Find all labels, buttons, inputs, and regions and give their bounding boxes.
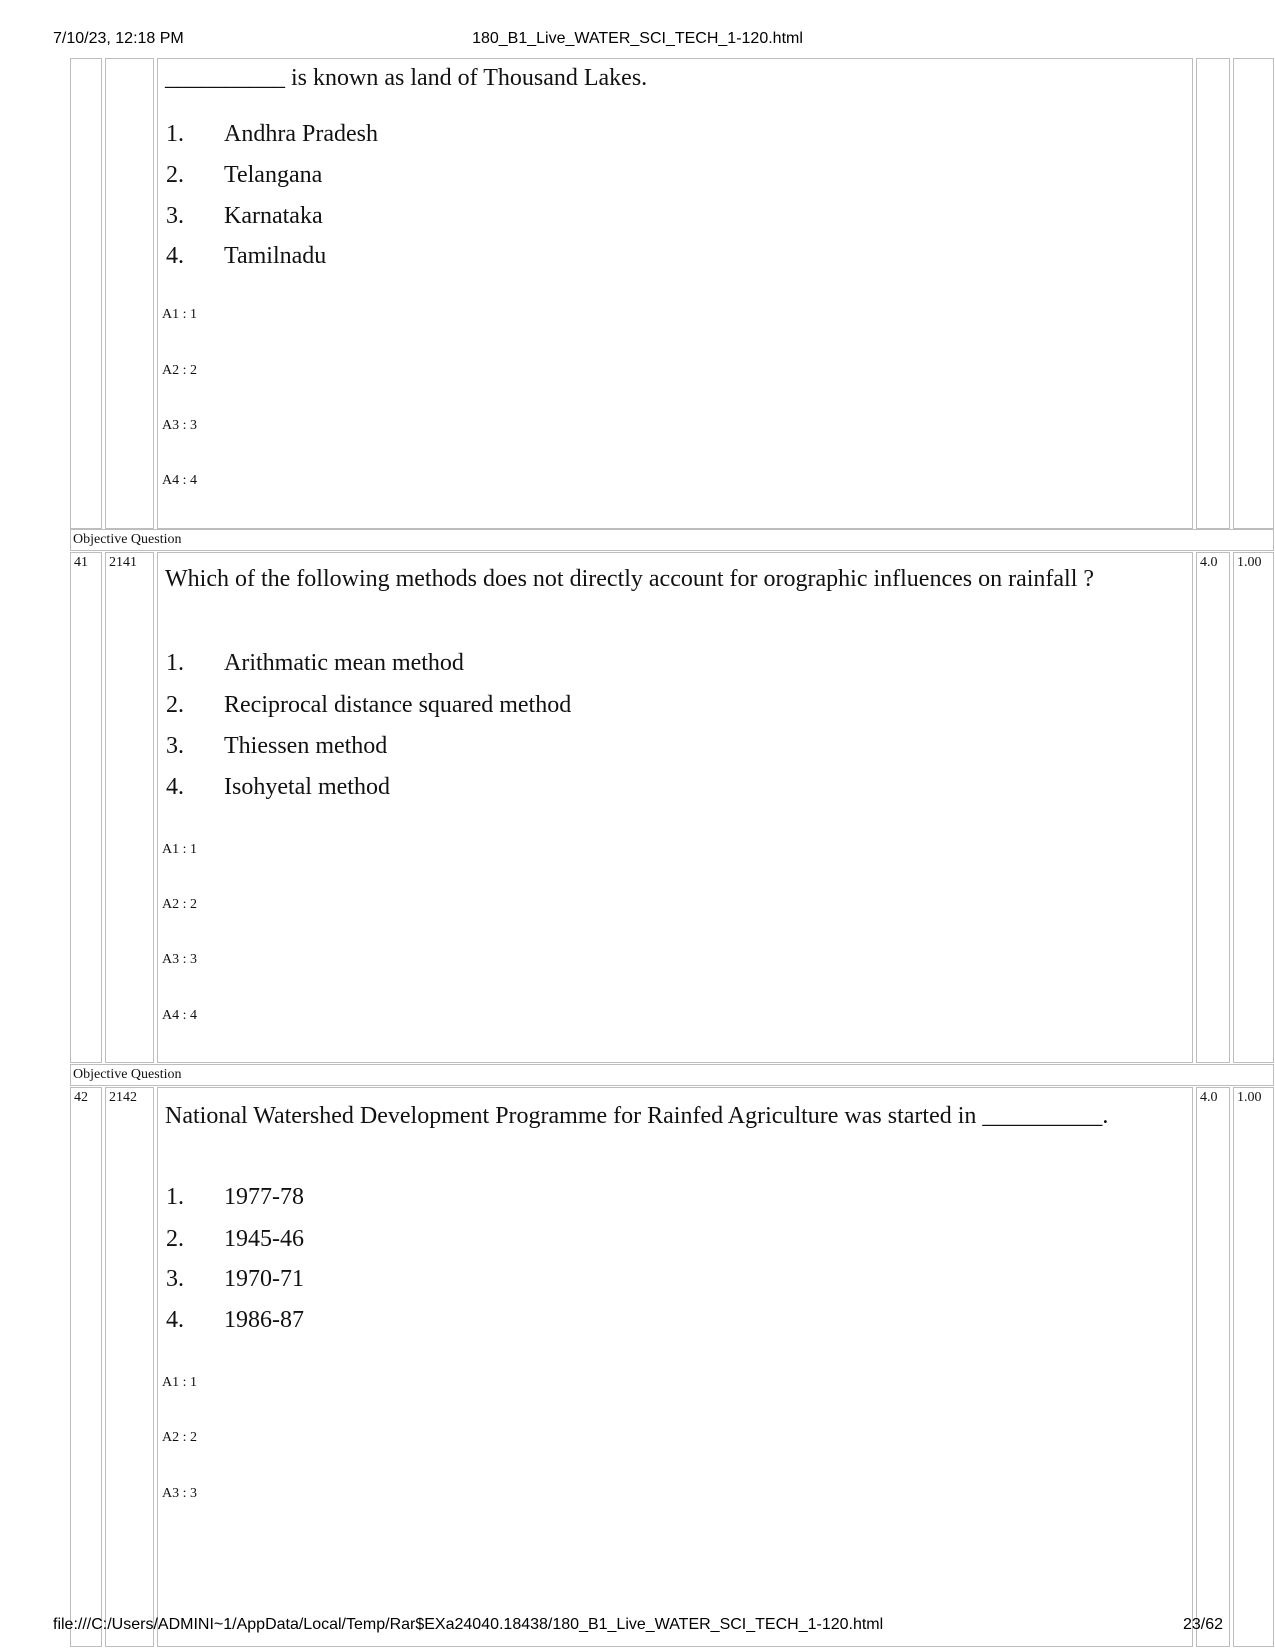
option-text: 1970-71 [224, 1266, 304, 1292]
option-number: 2. [166, 692, 184, 718]
option-text: 1945-46 [224, 1226, 304, 1252]
print-title: 180_B1_Live_WATER_SCI_TECH_1-120.html [472, 30, 803, 47]
option-2 [166, 162, 322, 189]
question-content-cell [157, 1087, 1193, 1647]
answer-3: A3 : 3 [162, 1486, 197, 1501]
question-text: Which of the following methods does not directly account for orographic influences on rainfall ? [165, 566, 1095, 592]
option-2 [166, 692, 571, 719]
option-number: 4. [166, 243, 184, 269]
option-text: Arithmatic mean method [224, 650, 464, 676]
negative-marks-cell [1233, 58, 1274, 529]
question-number-cell [70, 58, 102, 529]
option-4 [166, 243, 326, 270]
option-text: Reciprocal distance squared method [224, 692, 572, 718]
option-4 [166, 774, 390, 801]
question-table [70, 58, 1262, 1601]
marks-cell: 4.0 [1196, 1087, 1230, 1647]
question-type-label: Objective Question [70, 1064, 1274, 1086]
question-text: National Watershed Development Programme for Rainfed Agriculture was started in __________. [165, 1103, 1109, 1129]
option-number: 2. [166, 162, 184, 188]
option-text: 1977-78 [224, 1184, 304, 1210]
marks-cell [1196, 58, 1230, 529]
option-number: 3. [166, 1266, 184, 1292]
option-3 [166, 733, 387, 760]
answer-2: A2 : 2 [162, 1430, 197, 1445]
page-number: 23/62 [1182, 1616, 1223, 1633]
file-path-link[interactable]: file:///C:/Users/ADMINI~1/AppData/Local/Temp/Rar$EXa24040.18438/180_B1_Live_WATER_SCI_TECH_1-120.html [53, 1616, 884, 1633]
answer-4: A4 : 4 [162, 1008, 197, 1023]
option-number: 3. [166, 203, 184, 229]
negative-marks-cell: 1.00 [1233, 552, 1274, 1063]
option-2 [166, 1226, 304, 1253]
question-text: __________ is known as land of Thousand Lakes. [165, 65, 648, 91]
option-number: 3. [166, 733, 184, 759]
question-number-cell: 41 [70, 552, 102, 1063]
option-number: 1. [166, 1184, 184, 1210]
option-text: Isohyetal method [224, 774, 390, 800]
print-datetime: 7/10/23, 12:18 PM [53, 30, 184, 47]
question-content-cell [157, 552, 1193, 1063]
option-number: 1. [166, 650, 184, 676]
marks-cell: 4.0 [1196, 552, 1230, 1063]
answer-4: A4 : 4 [162, 473, 197, 488]
answer-2: A2 : 2 [162, 363, 197, 378]
option-1 [166, 650, 464, 677]
option-text: Tamilnadu [224, 243, 327, 269]
answer-1: A1 : 1 [162, 842, 197, 857]
option-number: 2. [166, 1226, 184, 1252]
answer-3: A3 : 3 [162, 418, 197, 433]
answer-3: A3 : 3 [162, 952, 197, 967]
option-text: Karnataka [224, 203, 323, 229]
option-text: Telangana [224, 162, 323, 188]
option-3 [166, 203, 323, 230]
answer-1: A1 : 1 [162, 307, 197, 322]
question-id-cell: 2141 [105, 552, 154, 1063]
option-1 [166, 121, 378, 148]
question-type-label: Objective Question [70, 529, 1274, 551]
answer-1: A1 : 1 [162, 1375, 197, 1390]
option-4 [166, 1307, 304, 1334]
option-text: 1986-87 [224, 1307, 304, 1333]
option-1 [166, 1184, 304, 1211]
option-number: 4. [166, 774, 184, 800]
option-text: Thiessen method [224, 733, 388, 759]
option-text: Andhra Pradesh [224, 121, 378, 147]
question-number-cell: 42 [70, 1087, 102, 1647]
question-id-cell [105, 58, 154, 529]
option-number: 4. [166, 1307, 184, 1333]
answer-2: A2 : 2 [162, 897, 197, 912]
option-number: 1. [166, 121, 184, 147]
option-3 [166, 1266, 304, 1293]
negative-marks-cell: 1.00 [1233, 1087, 1274, 1647]
question-id-cell: 2142 [105, 1087, 154, 1647]
